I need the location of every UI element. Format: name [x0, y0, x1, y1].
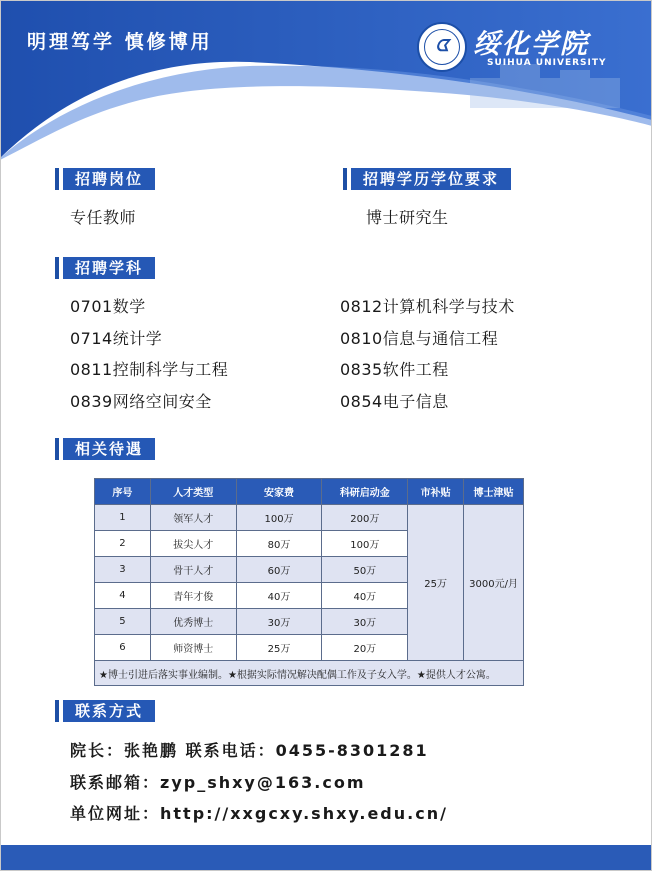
university-name-en: SUIHUA UNIVERSITY: [487, 58, 607, 68]
school-motto: 明理笃学 慎修博用: [27, 31, 213, 53]
university-seal-logo: ᗧ: [417, 22, 467, 72]
table-cell: 师资博士: [150, 635, 236, 661]
subject-item: 0810信息与通信工程: [340, 329, 499, 348]
table-cell: 40万: [322, 583, 408, 609]
table-cell: 领军人才: [150, 505, 236, 531]
contact-website[interactable]: 单位网址：http://xxgcxy.shxy.edu.cn/: [70, 804, 448, 823]
table-cell: 1: [95, 505, 151, 531]
subject-item: 0812计算机科学与技术: [340, 297, 515, 316]
subject-item: 0835软件工程: [340, 360, 449, 379]
benefits-table: [94, 478, 524, 686]
column-header: 安家费: [236, 479, 322, 505]
section-heading-benefits: [55, 438, 155, 460]
table-cell: 优秀博士: [150, 609, 236, 635]
section-heading-contact: [55, 700, 155, 722]
benefits-note: ★博士引进后落实事业编制。★根据实际情况解决配偶工作及子女入学。★提供人才公寓。: [95, 661, 524, 686]
table-row: [95, 505, 524, 531]
doctor-allowance-cell: 3000元/月: [464, 505, 524, 661]
subject-item: 0839网络空间安全: [70, 392, 212, 411]
section-heading-subjects: [55, 257, 155, 279]
header-banner: [0, 0, 652, 160]
column-header: 序号: [95, 479, 151, 505]
subject-item: 0854电子信息: [340, 392, 449, 411]
section-heading-positions: [55, 168, 155, 190]
table-cell: 25万: [236, 635, 322, 661]
contact-dean-phone: 院长：张艳鹏 联系电话：0455-8301281: [70, 741, 429, 760]
table-cell: 骨干人才: [150, 557, 236, 583]
table-cell: 60万: [236, 557, 322, 583]
table-cell: 6: [95, 635, 151, 661]
table-header-row: [95, 479, 524, 505]
table-cell: 拔尖人才: [150, 531, 236, 557]
position-value: 专任教师: [70, 208, 137, 227]
section-title: 联系方式: [63, 700, 155, 722]
table-cell: 40万: [236, 583, 322, 609]
degree-value: 博士研究生: [366, 208, 449, 227]
university-name-cn: 绥化学院: [473, 29, 589, 60]
subject-item: 0714统计学: [70, 329, 163, 348]
table-cell: 2: [95, 531, 151, 557]
table-cell: 200万: [322, 505, 408, 531]
section-title: 招聘学科: [63, 257, 155, 279]
table-cell: 青年才俊: [150, 583, 236, 609]
table-cell: 100万: [322, 531, 408, 557]
column-header: 博士津贴: [464, 479, 524, 505]
table-cell: 30万: [322, 609, 408, 635]
table-cell: 5: [95, 609, 151, 635]
section-heading-degree: [343, 168, 511, 190]
column-header: 人才类型: [150, 479, 236, 505]
table-cell: 4: [95, 583, 151, 609]
table-cell: 100万: [236, 505, 322, 531]
table-cell: 3: [95, 557, 151, 583]
section-title: 相关待遇: [63, 438, 155, 460]
footer-bar: [0, 845, 652, 871]
column-header: 科研启动金: [322, 479, 408, 505]
table-cell: 30万: [236, 609, 322, 635]
contact-email[interactable]: 联系邮箱：zyp_shxy@163.com: [70, 773, 366, 792]
section-title: 招聘学历学位要求: [351, 168, 511, 190]
table-cell: 20万: [322, 635, 408, 661]
table-cell: 50万: [322, 557, 408, 583]
section-title: 招聘岗位: [63, 168, 155, 190]
column-header: 市补贴: [408, 479, 464, 505]
subject-item: 0701数学: [70, 297, 146, 316]
table-cell: 80万: [236, 531, 322, 557]
table-note-row: [95, 661, 524, 686]
subject-item: 0811控制科学与工程: [70, 360, 229, 379]
city-subsidy-cell: 25万: [408, 505, 464, 661]
